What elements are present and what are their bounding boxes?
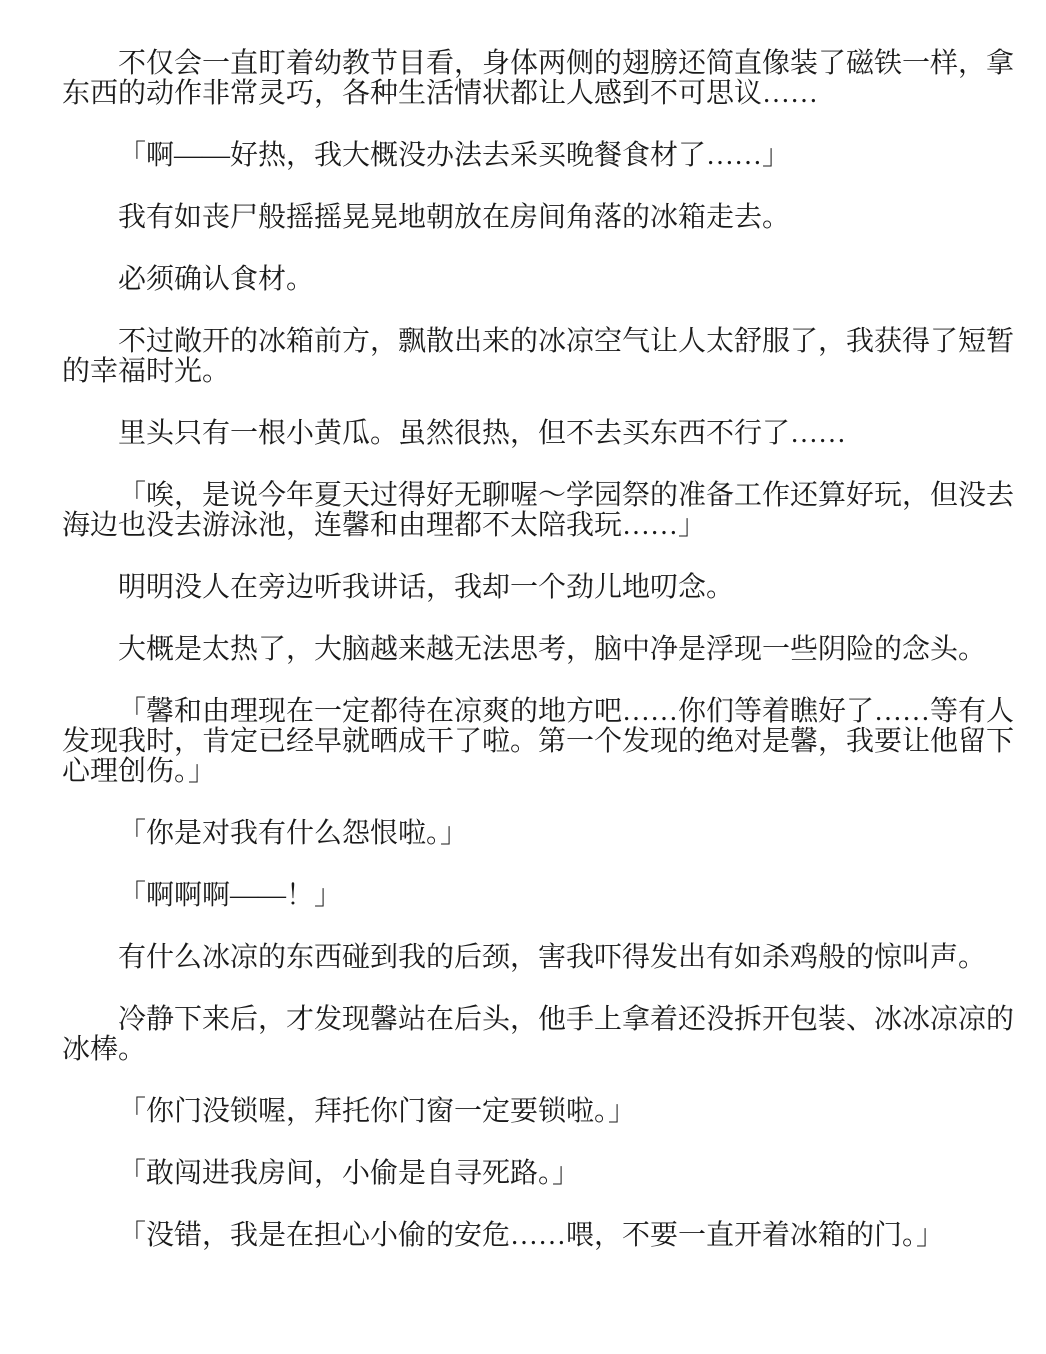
- paragraph-dialogue: 「唉，是说今年夏天过得好无聊喔～学园祭的准备工作还算好玩，但没去海边也没去游泳池，连馨和由理都不太陪我玩……」: [62, 480, 1015, 541]
- paragraph: 明明没人在旁边听我讲话，我却一个劲儿地叨念。: [118, 572, 735, 603]
- paragraph-dialogue: 「馨和由理现在一定都待在凉爽的地方吧……你们等着瞧好了……等有人发现我时，肯定已经早就晒成干了啦。第一个发现的绝对是馨，我要让他留下心理创伤。」: [62, 696, 1015, 787]
- paragraph: 里头只有一根小黄瓜。虽然很热，但不去买东西不行了……: [118, 418, 847, 449]
- paragraph: 我有如丧尸般摇摇晃晃地朝放在房间角落的冰箱走去。: [118, 202, 791, 233]
- paragraph: 大概是太热了，大脑越来越无法思考，脑中净是浮现一些阴险的念头。: [118, 634, 987, 665]
- paragraph-dialogue: 「没错，我是在担心小偷的安危……喂，不要一直开着冰箱的门。」: [118, 1220, 945, 1251]
- paragraph: 冷静下来后，才发现馨站在后头，他手上拿着还没拆开包装、冰冰凉凉的冰棒。: [62, 1004, 1015, 1065]
- paragraph: 有什么冰凉的东西碰到我的后颈，害我吓得发出有如杀鸡般的惊叫声。: [118, 942, 987, 973]
- paragraph: 必须确认食材。: [118, 264, 315, 295]
- paragraph-dialogue: 「啊——好热，我大概没办法去采买晚餐食材了……」: [118, 140, 791, 171]
- paragraph: 不仅会一直盯着幼教节目看，身体两侧的翅膀还简直像装了磁铁一样，拿东西的动作非常灵巧，各种生活情状都让人感到不可思议……: [62, 48, 1015, 109]
- paragraph-dialogue: 「你门没锁喔，拜托你门窗一定要锁啦。」: [118, 1096, 637, 1127]
- paragraph: 不过敞开的冰箱前方，飘散出来的冰凉空气让人太舒服了，我获得了短暂的幸福时光。: [62, 326, 1015, 387]
- paragraph-dialogue: 「敢闯进我房间，小偷是自寻死路。」: [118, 1158, 581, 1189]
- paragraph-dialogue: 「啊啊啊——！」: [118, 880, 343, 911]
- paragraph-dialogue: 「你是对我有什么怨恨啦。」: [118, 818, 469, 849]
